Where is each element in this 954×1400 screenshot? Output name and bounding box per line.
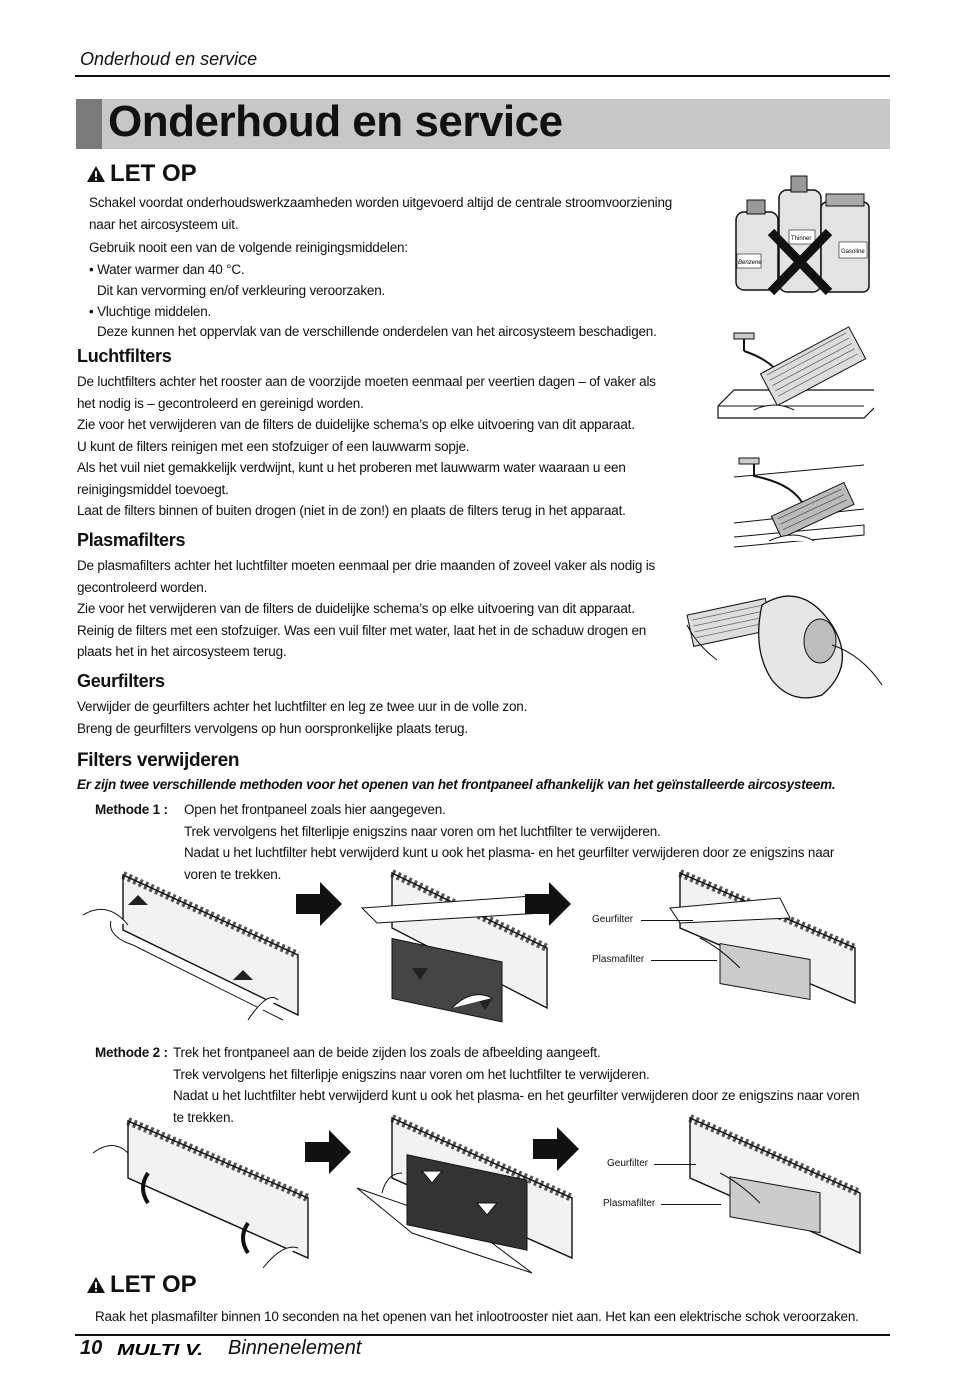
method-2-line-1: Trek het frontpaneel aan de beide zijden los zoals de afbeelding aangeeft. [173, 1045, 601, 1060]
callout-plasmafilter-1: Plasmafilter [592, 954, 645, 965]
method-1-step-2-illustration [352, 868, 552, 1028]
method-2-line-3: Nadat u het luchtfilter hebt verwijderd kunt u ook het plasma- en het geurfilter verwijderen door ze enigszins naar voren [173, 1088, 860, 1103]
luchtfilters-line-5: Als het vuil niet gemakkelijk verdwijnt, kunt u het proberen met lauwwarm water waaraan u een [77, 460, 626, 475]
plasmafilters-heading: Plasmafilters [77, 530, 186, 550]
caution-heading-2 [86, 1271, 197, 1299]
caution-bullet-1b: Dit kan vervorming en/of verkleuring veroorzaken. [97, 283, 386, 298]
callout-line [651, 960, 717, 961]
luchtfilters-line-7: Laat de filters binnen of buiten drogen (niet in de zon!) en plaats de filters terug in het apparaat. [77, 503, 626, 518]
method-2-line-2: Trek vervolgens het filterlipje enigszins naar voren om het luchtfilter te verwijderen. [173, 1066, 650, 1082]
caution-label: LET OP [110, 160, 197, 187]
luchtfilters-line-4: U kunt de filters reinigen met een stofzuiger of een lauwwarm sopje. [77, 438, 470, 454]
luchtfilters-line-3: Zie voor het verwijderen van de filters de duidelijke schema’s op elke uitvoering van dit apparaat. [77, 417, 635, 432]
arrow-right-icon [533, 1127, 579, 1171]
warning-icon [86, 1276, 106, 1294]
geurfilters-line-1: Verwijder de geurfilters achter het luchtfilter en leg ze twee uur in de volle zon. [77, 699, 528, 714]
method-1-line-2: Trek vervolgens het filterlipje enigszins naar voren om het luchtfilter te verwijderen. [184, 823, 661, 839]
luchtfilters-heading: Luchtfilters [77, 346, 172, 366]
callout-line [661, 1204, 721, 1205]
multi-v-logo [117, 1339, 207, 1359]
bottle-label-2: Thinner [791, 236, 812, 242]
method-1-step-1-illustration [83, 870, 308, 1030]
method-1-label: Methode 1 : [95, 802, 168, 817]
footer-section: Binnenelement [228, 1337, 362, 1359]
callout-line [654, 1164, 696, 1165]
footer-rule [75, 1334, 890, 1336]
method-2-line-4: te trekken. [173, 1109, 234, 1125]
plasmafilters-line-4: Reinig de filters met een stofzuiger. Was een vuil filter met water, laat het in de schaduw drogen en [77, 622, 647, 638]
luchtfilters-line-6: reinigingsmiddel toevoegt. [77, 481, 229, 497]
caution-heading [86, 160, 197, 188]
geurfilters-heading: Geurfilters [77, 671, 165, 691]
method-1-line-1: Open het frontpaneel zoals hier aangegeven. [184, 802, 446, 817]
caution-text [89, 192, 699, 342]
caution-label-2: LET OP [110, 1271, 197, 1298]
bottle-label-1: Benzene [738, 260, 762, 266]
filter-washing-illustration-2 [714, 443, 874, 563]
caution-bullet-2b: Deze kunnen het oppervlak van de verschillende onderdelen van het aircosysteem beschadigen. [97, 323, 657, 339]
callout-line [641, 920, 693, 921]
method-1-line-4: voren te trekken. [184, 866, 282, 882]
header-rule [75, 75, 890, 77]
plasmafilters-body [77, 555, 687, 663]
method-1-step-3-illustration [660, 868, 860, 1008]
arrow-right-icon [525, 882, 571, 926]
plasmafilters-line-3: Zie voor het verwijderen van de filters de duidelijke schema’s op elke uitvoering van dit apparaat. [77, 601, 635, 616]
method-2-label: Methode 2 : [95, 1045, 168, 1060]
geurfilters-body [77, 696, 697, 739]
arrow-right-icon [296, 882, 342, 926]
caution-2-text: Raak het plasmafilter binnen 10 seconden na het openen van het inlootrooster niet aan. Het kan een elektrische schok veroorzaken. [95, 1309, 859, 1324]
arrow-right-icon [305, 1130, 351, 1174]
caution-bullet-2: • Vluchtige middelen. [89, 303, 212, 319]
method-1-line-3: Nadat u het luchtfilter hebt verwijderd kunt u ook het plasma- en het geurfilter verwijderen door ze enigszins naar [184, 845, 835, 860]
solvent-bottles-illustration [733, 172, 873, 297]
luchtfilters-line-1: De luchtfilters achter het rooster aan de voorzijde moeten eenmaal per veertien dagen – of vaker als [77, 374, 656, 389]
running-header: Onderhoud en service [80, 49, 258, 69]
page-number: 10 [80, 1337, 103, 1359]
method-2-step-1-illustration [88, 1113, 313, 1273]
warning-icon [86, 165, 106, 183]
caution-bullet-1: • Water warmer dan 40 °C. [89, 261, 245, 277]
plasmafilters-line-5: plaats het in het aircosysteem terug. [77, 644, 287, 659]
method-2-step-3-illustration [680, 1113, 865, 1258]
title-bar [76, 99, 890, 149]
geurfilters-line-2: Breng de geurfilters vervolgens op hun oorspronkelijke plaats terug. [77, 720, 468, 736]
brand-logo-text: MULTI V. [117, 1342, 203, 1359]
verwijderen-intro: Er zijn twee verschillende methoden voor het openen van het frontpaneel afhankelijk van het geïnstalleerde aircosysteem. [77, 777, 836, 792]
caution-p2: Gebruik nooit een van de volgende reinigingsmiddelen: [89, 240, 408, 255]
verwijderen-heading: Filters verwijderen [77, 750, 240, 771]
luchtfilters-line-2: het nodig is – gecontroleerd en gereinigd worden. [77, 395, 364, 411]
filter-washing-illustration-1 [714, 318, 874, 423]
callout-plasmafilter-2: Plasmafilter [603, 1198, 656, 1209]
title-accent [76, 99, 102, 149]
plasmafilters-line-2: gecontroleerd worden. [77, 579, 208, 595]
brand-logo [117, 1339, 207, 1359]
caution-p1: Schakel voordat onderhoudswerkzaamheden worden uitgevoerd altijd de centrale stroomvoorziening naar het aircosysteem uit. [89, 195, 673, 232]
vacuum-cleaner-illustration [682, 585, 887, 705]
page-title: Onderhoud en service [108, 97, 563, 146]
bottle-label-3: Gasoline [841, 249, 865, 255]
luchtfilters-body [77, 371, 697, 522]
plasmafilters-line-1: De plasmafilters achter het luchtfilter moeten eenmaal per drie maanden of zoveel vaker als nodig is [77, 558, 656, 573]
callout-geurfilter-1: Geurfilter [592, 914, 634, 925]
callout-geurfilter-2: Geurfilter [607, 1158, 649, 1169]
